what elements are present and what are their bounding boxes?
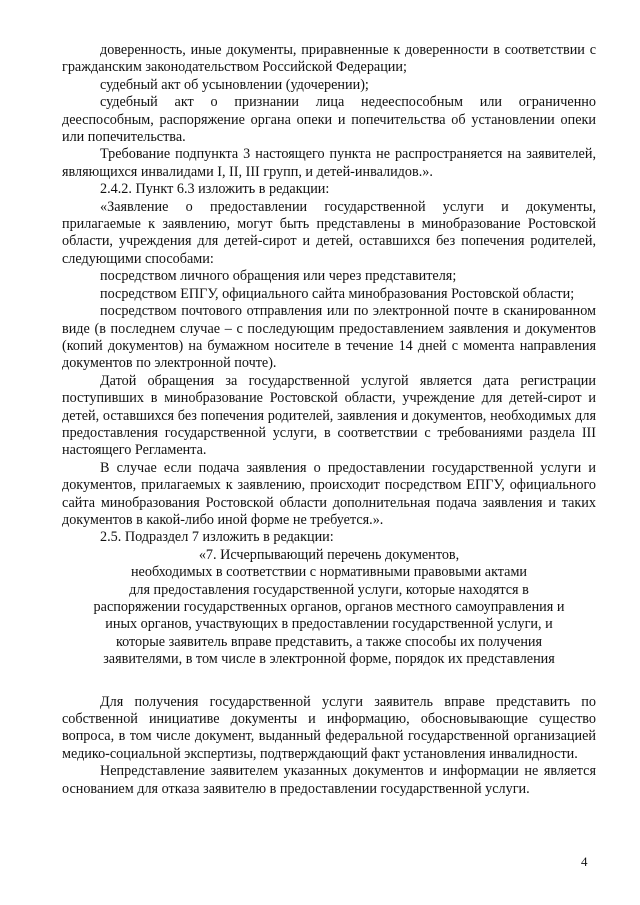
paragraph-applicant-initiative: Для получения государственной услуги заявитель вправе представить по собственной инициативе документы и информацию, обосновывающие существо вопроса, в том числе документ, выданный федеральной государственной организацией медико-социальной экспертизы, подтверждающий факт установления инвалидности.: [62, 693, 596, 762]
spacer: [62, 669, 596, 694]
section-heading-line: которые заявитель вправе представить, а также способы их получения: [115, 633, 543, 650]
paragraph-electronic-submission: В случае если подача заявления о предоставлении государственной услуги и документов, прилагаемых к заявлению, происходит посредством ЕПГУ, официального сайта минобразования Ростовской области дополнительная подача заявления и таких документов в какой-либо иной форме не требуется.».: [62, 459, 596, 528]
page-number: 4: [581, 854, 588, 869]
paragraph-application-submission: «Заявление о предоставлении государственной услуги и документы, прилагаемые к заявлению, могут быть представлены в минобразование Ростовской области, учреждения для детей-сирот и детей, оставшихся без попечения родителей, следующими способами:: [62, 198, 596, 267]
paragraph-application-date: Датой обращения за государственной услугой является дата регистрации поступивших в минобразование Ростовской области, учреждение для детей-сирот и детей, оставшихся без попечения родителей, заявления и документов, необходимых для предоставления государственной услуги, в соответствии с требованиями раздела III настоящего Регламента.: [62, 372, 596, 459]
section-heading-line: необходимых в соответствии с нормативными правовыми актами: [130, 564, 528, 581]
paragraph-adoption-act: судебный акт об усыновлении (удочерении);: [100, 76, 369, 93]
section-heading-line: распоряжении государственных органов, органов местного самоуправления и: [93, 599, 565, 615]
paragraph-non-submission: Непредставление заявителем указанных документов и информации не является основанием для отказа заявителю в предоставлении государственной услуги.: [62, 763, 596, 797]
section-heading-line: заявителями, в том числе в электронной форме, порядок их представления: [103, 651, 555, 668]
document-page: [62, 42, 596, 798]
section-heading-line: для предоставления государственной услуги, которые находятся в: [129, 581, 529, 598]
paragraph-incapacity-act: судебный акт о признании лица недееспособным или ограниченно дееспособным, распоряжение органа опеки и попечительства об установлении опеки или попечительства.: [62, 94, 596, 146]
paragraph-personal-visit: посредством личного обращения или через представителя;: [100, 268, 457, 285]
paragraph-clause-2-4-2: 2.4.2. Пункт 6.3 изложить в редакции:: [100, 181, 330, 198]
section-heading-line: иных органов, участвующих в предоставлении государственной услуги, и: [105, 616, 553, 633]
section-heading-line: «7. Исчерпывающий перечень документов,: [198, 546, 460, 563]
paragraph-requirement-exception: Требование подпункта 3 настоящего пункта не распространяется на заявителей, являющихся инвалидами I, II, III групп, и детей-инвалидов.».: [62, 146, 596, 180]
section-7-heading: [62, 547, 596, 669]
paragraph-epgu: посредством ЕПГУ, официального сайта минобразования Ростовской области;: [100, 285, 575, 302]
paragraph-postal-email: посредством почтового отправления или по электронной почте в сканированном виде (в последнем случае – с последующим предоставлением заявления и документов (копий документов) на бумажном носителе в течение 14 дней с момента направления документов по электронной почте).: [62, 303, 596, 372]
paragraph-clause-2-5: 2.5. Подраздел 7 изложить в редакции:: [100, 529, 334, 546]
paragraph-power-of-attorney: доверенность, иные документы, приравненные к доверенности в соответствии с гражданским законодательством Российской Федерации;: [62, 42, 596, 76]
